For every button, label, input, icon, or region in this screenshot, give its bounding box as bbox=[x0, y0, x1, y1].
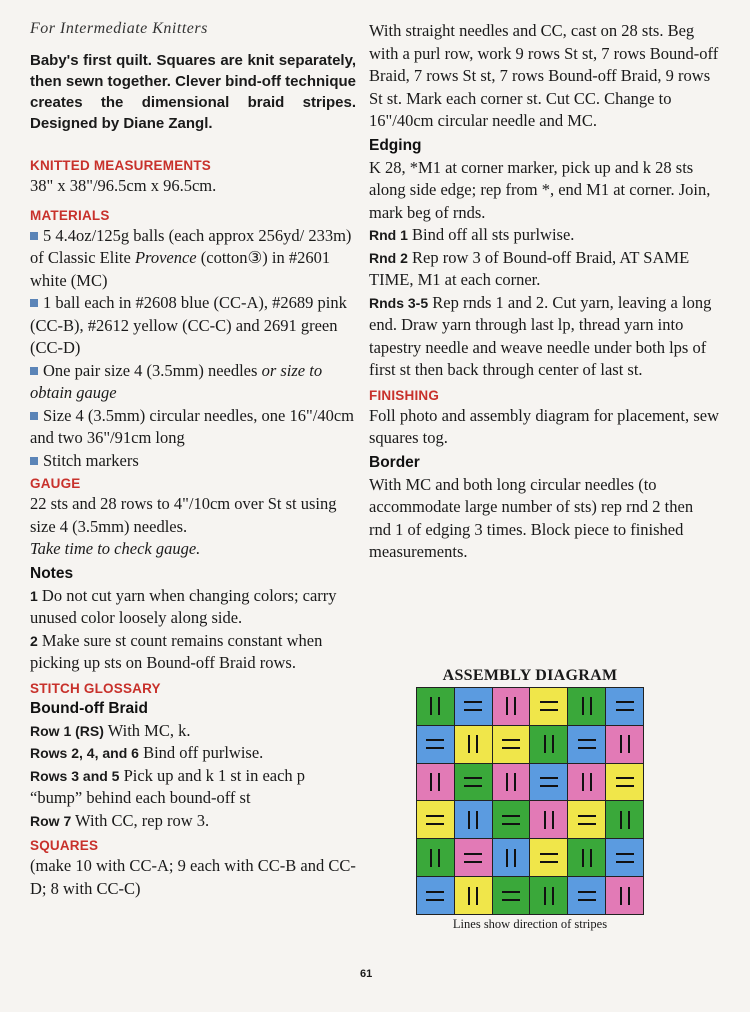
assembly-diagram bbox=[416, 667, 644, 932]
quilt-square bbox=[417, 877, 454, 914]
intro-text: Baby's first quilt. Squares are knit separately, then sewn together. Clever bind-off technique creates the dimensional braid stripes. Designed by Diane Zangl. bbox=[30, 52, 356, 132]
vertical-stripes-icon bbox=[424, 771, 446, 793]
materials-item-2: 1 ball each in #2608 blue (CC-A), #2689 pink (CC-B), #2612 yellow (CC-C) and 2691 green (CC-D) bbox=[30, 293, 347, 357]
quilt-square bbox=[417, 839, 454, 876]
edging-rnd-1: Rnd 1 Bind off all sts purlwise. bbox=[369, 225, 575, 244]
bullet-icon bbox=[30, 412, 38, 420]
quilt-square bbox=[568, 877, 605, 914]
quilt-square bbox=[606, 839, 643, 876]
bound-off-braid-heading: Bound-off Braid bbox=[30, 699, 148, 717]
quilt-square bbox=[455, 839, 492, 876]
edging-rnds-3-5: Rnds 3-5 Rep rnds 1 and 2. Cut yarn, leaving a long end. Draw yarn through last lp, thread yarn into tapestry needle and weave needle under both lps of first st then back through center of last st. bbox=[369, 292, 712, 379]
vertical-stripes-icon bbox=[500, 847, 522, 869]
gauge-note: Take time to check gauge. bbox=[30, 539, 201, 558]
quilt-square bbox=[493, 764, 530, 801]
vertical-stripes-icon bbox=[462, 809, 484, 831]
horizontal-stripes-icon bbox=[576, 733, 598, 755]
quilt-square bbox=[493, 726, 530, 763]
squares-text: (make 10 with CC-A; 9 each with CC-B and CC-D; 8 with CC-C) bbox=[30, 856, 356, 898]
vertical-stripes-icon bbox=[462, 733, 484, 755]
horizontal-stripes-icon bbox=[614, 771, 636, 793]
vertical-stripes-icon bbox=[424, 847, 446, 869]
materials-heading: MATERIALS bbox=[30, 207, 110, 223]
quilt-square bbox=[455, 726, 492, 763]
bullet-icon bbox=[30, 232, 38, 240]
assembly-grid bbox=[416, 687, 644, 915]
quilt-square bbox=[455, 764, 492, 801]
squares-continued: With straight needles and CC, cast on 28 sts. Beg with a purl row, work 9 rows St st, 7 rows Bound-off Braid, 7 rows St st, 7 rows Bound-off Braid, 9 rows St st. Mark each corner st. Cut CC. Change to 16"/40cm circular needle and MC. bbox=[369, 21, 719, 130]
materials-item-5: Stitch markers bbox=[30, 450, 356, 473]
vertical-stripes-icon bbox=[538, 885, 560, 907]
quilt-square bbox=[455, 801, 492, 838]
vertical-stripes-icon bbox=[500, 695, 522, 717]
quilt-square bbox=[493, 839, 530, 876]
edging-rnd-2: Rnd 2 Rep row 3 of Bound-off Braid, AT SAME TIME, M1 at each corner. bbox=[369, 247, 690, 289]
quilt-square bbox=[530, 801, 567, 838]
measurements-heading: KNITTED MEASUREMENTS bbox=[30, 158, 212, 173]
vertical-stripes-icon bbox=[538, 809, 560, 831]
quilt-square bbox=[493, 877, 530, 914]
horizontal-stripes-icon bbox=[462, 695, 484, 717]
vertical-stripes-icon bbox=[576, 771, 598, 793]
horizontal-stripes-icon bbox=[538, 847, 560, 869]
glossary-row-7: Row 7 With CC, rep row 3. bbox=[30, 810, 210, 830]
quilt-square bbox=[417, 764, 454, 801]
glossary-rows-2-4-6: Rows 2, 4, and 6 Bind off purlwise. bbox=[30, 743, 264, 762]
quilt-square bbox=[568, 688, 605, 725]
horizontal-stripes-icon bbox=[576, 885, 598, 907]
bullet-icon bbox=[30, 367, 38, 375]
quilt-square bbox=[606, 877, 643, 914]
vertical-stripes-icon bbox=[538, 733, 560, 755]
horizontal-stripes-icon bbox=[500, 733, 522, 755]
stitch-glossary-heading: STITCH GLOSSARY bbox=[30, 680, 161, 696]
quilt-square bbox=[530, 764, 567, 801]
border-heading: Border bbox=[369, 453, 420, 471]
quilt-square bbox=[606, 801, 643, 838]
materials-item-3: One pair size 4 (3.5mm) needles or size to obtain gauge bbox=[30, 360, 323, 402]
horizontal-stripes-icon bbox=[614, 847, 636, 869]
quilt-square bbox=[568, 839, 605, 876]
materials-item-1: 5 4.4oz/125g balls (each approx 256yd/ 233m) of Classic Elite Provence (cotton③) in #2601 white (MC) bbox=[30, 225, 352, 290]
finishing-heading: FINISHING bbox=[369, 387, 440, 403]
quilt-square bbox=[568, 764, 605, 801]
vertical-stripes-icon bbox=[614, 809, 636, 831]
quilt-square bbox=[606, 688, 643, 725]
squares-heading: SQUARES bbox=[30, 838, 99, 853]
horizontal-stripes-icon bbox=[424, 809, 446, 831]
quilt-square bbox=[417, 726, 454, 763]
note-1: 1 Do not cut yarn when changing colors; carry unused color loosely along side. bbox=[30, 585, 337, 627]
horizontal-stripes-icon bbox=[538, 695, 560, 717]
left-column bbox=[30, 20, 356, 900]
skill-level: For Intermediate Knitters bbox=[30, 20, 208, 37]
horizontal-stripes-icon bbox=[538, 771, 560, 793]
vertical-stripes-icon bbox=[576, 847, 598, 869]
quilt-square bbox=[568, 801, 605, 838]
quilt-square bbox=[455, 877, 492, 914]
glossary-row-1: Row 1 (RS) With MC, k. bbox=[30, 720, 191, 740]
horizontal-stripes-icon bbox=[462, 771, 484, 793]
quilt-square bbox=[493, 801, 530, 838]
horizontal-stripes-icon bbox=[614, 695, 636, 717]
horizontal-stripes-icon bbox=[576, 809, 598, 831]
vertical-stripes-icon bbox=[424, 695, 446, 717]
diagram-title: ASSEMBLY DIAGRAM bbox=[442, 667, 618, 684]
border-text: With MC and both long circular needles (to accommodate large number of sts) rep rnd 2 then rnd 1 of edging 3 times. Block piece to finished measurements. bbox=[369, 474, 694, 561]
bullet-icon bbox=[30, 299, 38, 307]
measurements-text: 38" x 38"/96.5cm x 96.5cm. bbox=[30, 176, 217, 195]
vertical-stripes-icon bbox=[462, 885, 484, 907]
gauge-text: 22 sts and 28 rows to 4"/10cm over St st using size 4 (3.5mm) needles. bbox=[30, 494, 337, 536]
horizontal-stripes-icon bbox=[500, 885, 522, 907]
horizontal-stripes-icon bbox=[462, 847, 484, 869]
quilt-square bbox=[530, 726, 567, 763]
quilt-square bbox=[606, 726, 643, 763]
gauge-heading: GAUGE bbox=[30, 476, 81, 491]
diagram-caption: Lines show direction of stripes bbox=[452, 917, 608, 931]
quilt-square bbox=[417, 688, 454, 725]
quilt-square bbox=[417, 801, 454, 838]
vertical-stripes-icon bbox=[614, 733, 636, 755]
materials-item-4: Size 4 (3.5mm) circular needles, one 16"/40cm and two 36"/91cm long bbox=[30, 405, 354, 447]
edging-heading: Edging bbox=[369, 136, 422, 154]
quilt-square bbox=[493, 688, 530, 725]
horizontal-stripes-icon bbox=[424, 885, 446, 907]
edging-text: K 28, *M1 at corner marker, pick up and k 28 sts along side edge; rep from *, end M1 at corner. Join, mark beg of rnds. bbox=[369, 157, 711, 222]
page-number: 61 bbox=[360, 968, 373, 980]
notes-heading: Notes bbox=[30, 564, 74, 582]
bullet-icon bbox=[30, 457, 38, 465]
vertical-stripes-icon bbox=[576, 695, 598, 717]
vertical-stripes-icon bbox=[500, 771, 522, 793]
quilt-square bbox=[455, 688, 492, 725]
note-2: 2 Make sure st count remains constant when picking up sts on Bound-off Braid rows. bbox=[30, 630, 323, 672]
finishing-text: Foll photo and assembly diagram for placement, sew squares tog. bbox=[369, 405, 719, 447]
glossary-rows-3-5: Rows 3 and 5 Pick up and k 1 st in each p “bump” behind each bound-off st bbox=[30, 765, 306, 807]
right-column bbox=[369, 20, 719, 564]
horizontal-stripes-icon bbox=[500, 809, 522, 831]
quilt-square bbox=[606, 764, 643, 801]
quilt-square bbox=[530, 688, 567, 725]
quilt-square bbox=[530, 839, 567, 876]
horizontal-stripes-icon bbox=[424, 733, 446, 755]
quilt-square bbox=[568, 726, 605, 763]
vertical-stripes-icon bbox=[614, 885, 636, 907]
quilt-square bbox=[530, 877, 567, 914]
